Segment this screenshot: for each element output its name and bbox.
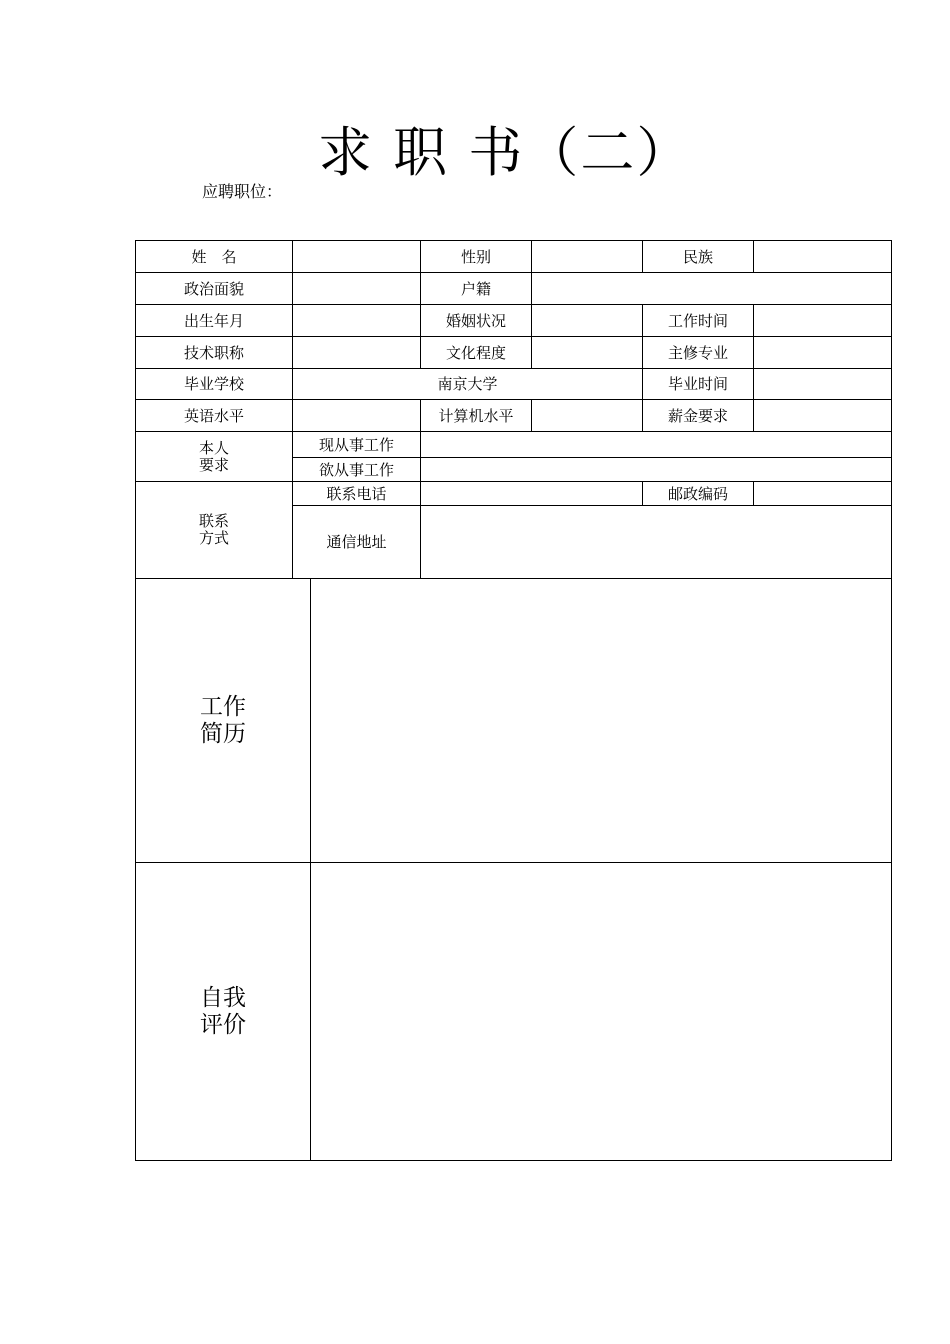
desired-job-label: 欲从事工作 bbox=[293, 458, 421, 482]
contact-label-line1: 联系 bbox=[198, 512, 229, 530]
school-label: 毕业学校 bbox=[136, 369, 293, 400]
computer-level-label: 计算机水平 bbox=[421, 400, 532, 432]
row-name bbox=[136, 241, 892, 273]
hukou-field[interactable] bbox=[532, 273, 892, 305]
gender-label: 性别 bbox=[421, 241, 532, 273]
work-time-field[interactable] bbox=[754, 305, 892, 337]
work-history-label-line1: 工作 bbox=[200, 693, 246, 720]
hukou-label: 户籍 bbox=[421, 273, 532, 305]
row-phone bbox=[136, 482, 892, 506]
school-field[interactable]: 南京大学 bbox=[293, 369, 643, 400]
page-title: 求 职 书（二） bbox=[318, 121, 693, 184]
technical-title-label: 技术职称 bbox=[136, 337, 293, 369]
address-label: 通信地址 bbox=[293, 506, 421, 579]
salary-label: 薪金要求 bbox=[643, 400, 754, 432]
desired-job-field[interactable] bbox=[421, 458, 892, 482]
work-history-label bbox=[136, 579, 311, 863]
marital-status-label: 婚姻状况 bbox=[421, 305, 532, 337]
row-political bbox=[136, 273, 892, 305]
requirements-label-line1: 本人 bbox=[198, 438, 229, 457]
gender-field[interactable] bbox=[532, 241, 643, 273]
postcode-field[interactable] bbox=[754, 482, 892, 506]
graduation-time-label: 毕业时间 bbox=[643, 369, 754, 400]
birth-date-field[interactable] bbox=[293, 305, 421, 337]
row-title bbox=[136, 337, 892, 369]
row-school bbox=[136, 369, 892, 400]
row-work-history bbox=[136, 579, 892, 863]
application-form-table bbox=[135, 240, 892, 1161]
current-job-field[interactable] bbox=[421, 432, 892, 458]
political-status-field[interactable] bbox=[293, 273, 421, 305]
work-history-label-line2: 简历 bbox=[200, 720, 246, 747]
position-applied-label: 应聘职位： bbox=[202, 182, 283, 201]
row-english bbox=[136, 400, 892, 432]
self-evaluation-label-line1: 自我 bbox=[200, 984, 246, 1011]
work-history-field[interactable] bbox=[311, 579, 892, 863]
phone-label: 联系电话 bbox=[293, 482, 421, 506]
major-field[interactable] bbox=[754, 337, 892, 369]
ethnicity-label: 民族 bbox=[643, 241, 754, 273]
graduation-time-field[interactable] bbox=[754, 369, 892, 400]
self-evaluation-label bbox=[136, 863, 311, 1161]
current-job-label: 现从事工作 bbox=[293, 432, 421, 458]
name-field[interactable] bbox=[293, 241, 421, 273]
education-field[interactable] bbox=[532, 337, 643, 369]
row-birth bbox=[136, 305, 892, 337]
self-evaluation-label-line2: 评价 bbox=[200, 1011, 246, 1038]
technical-title-field[interactable] bbox=[293, 337, 421, 369]
address-field[interactable] bbox=[421, 506, 892, 579]
major-label: 主修专业 bbox=[643, 337, 754, 369]
salary-field[interactable] bbox=[754, 400, 892, 432]
education-label: 文化程度 bbox=[421, 337, 532, 369]
requirements-label-line2: 要求 bbox=[198, 455, 229, 474]
english-level-label: 英语水平 bbox=[136, 400, 293, 432]
row-current-job bbox=[136, 432, 892, 458]
self-evaluation-field[interactable] bbox=[311, 863, 892, 1161]
english-level-field[interactable] bbox=[293, 400, 421, 432]
phone-field[interactable] bbox=[421, 482, 643, 506]
ethnicity-field[interactable] bbox=[754, 241, 892, 273]
computer-level-field[interactable] bbox=[532, 400, 643, 432]
political-status-label: 政治面貌 bbox=[136, 273, 293, 305]
name-label: 姓 名 bbox=[136, 241, 293, 273]
work-time-label: 工作时间 bbox=[643, 305, 754, 337]
marital-status-field[interactable] bbox=[532, 305, 643, 337]
contact-label-line2: 方式 bbox=[198, 529, 229, 547]
postcode-label: 邮政编码 bbox=[643, 482, 754, 506]
requirements-label bbox=[136, 432, 293, 482]
contact-label bbox=[136, 482, 293, 579]
birth-date-label: 出生年月 bbox=[136, 305, 293, 337]
row-self-evaluation bbox=[136, 863, 892, 1161]
